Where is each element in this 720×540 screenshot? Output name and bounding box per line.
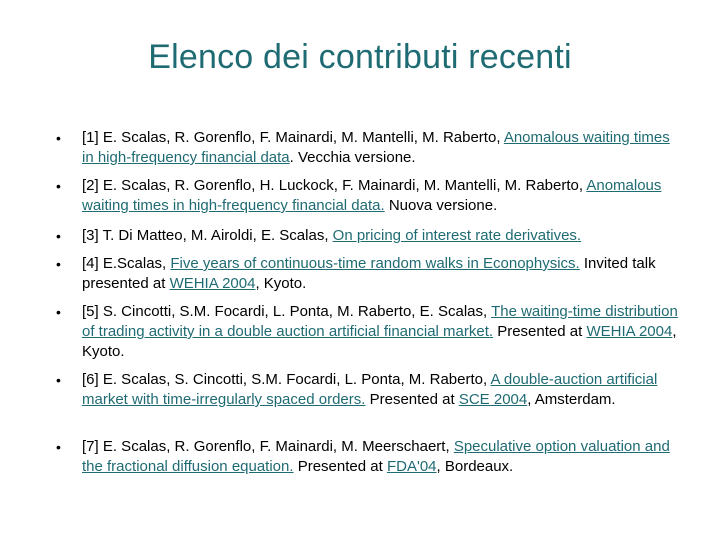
- reference-text: [82, 176, 682, 216]
- reference-link[interactable]: On pricing of interest rate derivatives.: [332, 227, 582, 244]
- reference-authors: [3] T. Di Matteo, M. Airoldi, E. Scalas,: [82, 227, 333, 244]
- reference-link[interactable]: Anomalous waiting times in high-frequency financial data: [82, 129, 670, 166]
- reference-link[interactable]: Speculative option valuation and the fractional diffusion equation.: [82, 438, 670, 475]
- bullet-icon: •: [56, 130, 61, 146]
- slide-title: Elenco dei contributi recenti: [148, 38, 572, 76]
- conference-link[interactable]: WEHIA 2004: [586, 323, 673, 340]
- conference-link[interactable]: SCE 2004: [458, 391, 528, 408]
- reference-location: , Kyoto.: [255, 275, 307, 292]
- reference-text: [82, 437, 682, 477]
- reference-text: [82, 128, 682, 168]
- reference-note: Presented at: [493, 323, 587, 340]
- reference-link[interactable]: Anomalous waiting times in high-frequency financial data.: [82, 177, 662, 214]
- reference-location: , Kyoto.: [82, 323, 677, 360]
- bullet-icon: •: [56, 178, 61, 194]
- bullet-icon: •: [56, 304, 61, 320]
- reference-authors: [7] E. Scalas, R. Gorenflo, F. Mainardi, M. Meerschaert,: [82, 438, 454, 455]
- reference-authors: [4] E.Scalas,: [82, 255, 171, 272]
- reference-note: Presented at: [365, 391, 459, 408]
- reference-note: Presented at: [293, 458, 387, 475]
- bullet-icon: •: [56, 228, 61, 244]
- conference-link[interactable]: FDA'04: [386, 458, 437, 475]
- reference-note: Invited talk presented at: [82, 255, 656, 292]
- reference-authors: [5] S. Cincotti, S.M. Focardi, L. Ponta, M. Raberto, E. Scalas,: [82, 303, 492, 320]
- reference-link[interactable]: The waiting-time distribution of trading activity in a double auction artificial financial market.: [82, 303, 678, 340]
- reference-text: [82, 254, 682, 294]
- reference-link[interactable]: A double-auction artificial market with time-irregularly spaced orders.: [82, 371, 658, 408]
- reference-note: Nuova versione.: [384, 197, 498, 214]
- bullet-icon: •: [56, 372, 61, 388]
- reference-link[interactable]: Five years of continuous-time random walks in Econophysics.: [170, 255, 580, 272]
- reference-note: . Vecchia versione.: [289, 149, 416, 166]
- reference-authors: [1] E. Scalas, R. Gorenflo, F. Mainardi, M. Mantelli, M. Raberto,: [82, 129, 504, 146]
- reference-text: [82, 302, 682, 362]
- reference-text: [82, 226, 682, 246]
- reference-authors: [2] E. Scalas, R. Gorenflo, H. Luckock, F. Mainardi, M. Mantelli, M. Raberto,: [82, 177, 587, 194]
- reference-location: , Amsterdam.: [527, 391, 616, 408]
- reference-authors: [6] E. Scalas, S. Cincotti, S.M. Focardi, L. Ponta, M. Raberto,: [82, 371, 491, 388]
- bullet-icon: •: [56, 256, 61, 272]
- reference-location: , Bordeaux.: [436, 458, 514, 475]
- bullet-icon: •: [56, 439, 61, 455]
- conference-link[interactable]: WEHIA 2004: [169, 275, 256, 292]
- reference-text: [82, 370, 682, 410]
